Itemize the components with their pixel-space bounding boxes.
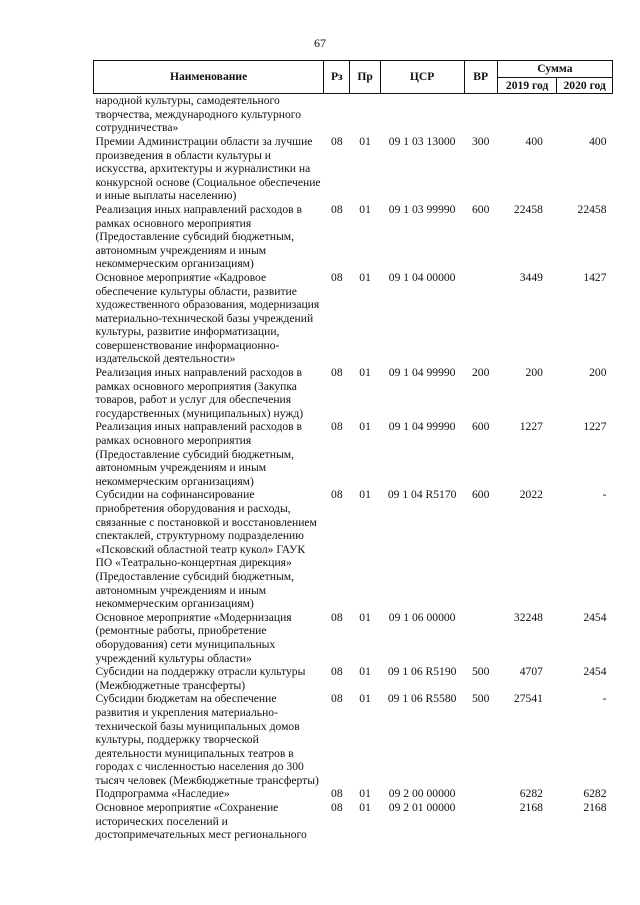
header-vr: ВР [464,61,497,94]
cell-csr: 09 1 06 00000 [388,610,456,624]
cell-sum-2020: 400 [589,134,607,148]
cell-pr [350,94,380,135]
cell-sum-2019: 2168 [519,801,543,815]
cell-sum-2019: 3449 [519,270,543,284]
cell-sum-2020: - [602,692,607,706]
cell-pr: 01 [359,420,371,434]
cell-name: Субсидии бюджетам на обеспечение развития и укрепления материально-технической базы муниципальных домов культуры, поддержку творческой деятельности муниципальных театров в городах с численностью населения до 300 тысяч человек (Межбюджетные трансферты) [95,692,319,787]
cell-sum-2019: 22458 [513,202,543,216]
table-row [94,366,613,420]
cell-pr: 01 [359,692,371,706]
cell-pr: 01 [359,610,371,624]
cell-rz [324,94,350,135]
table-row [94,94,613,135]
cell-vr: 600 [471,420,490,434]
table-row [94,135,613,203]
cell-rz: 08 [331,270,343,284]
table-row [94,203,613,271]
table-row [94,488,613,610]
cell-vr [464,801,497,842]
header-year-2020: 2020 год [557,77,613,94]
cell-sum-2020: 2454 [583,610,607,624]
cell-sum-2019: 6282 [519,787,543,801]
cell-csr: 09 1 03 99990 [388,202,456,216]
table-row [94,801,613,842]
cell-rz: 08 [331,787,343,801]
cell-vr [464,611,497,665]
cell-csr: 09 1 04 00000 [388,270,456,284]
cell-csr: 09 1 03 13000 [388,134,456,148]
cell-sum-2020: - [602,488,607,502]
cell-vr: 300 [471,134,490,148]
cell-rz: 08 [331,420,343,434]
cell-name: Реализация иных направлений расходов в рамках основного мероприятия (Закупка товаров, работ и услуг для обеспечения государственных (муниципальных) нужд) [95,366,304,420]
cell-pr: 01 [359,134,371,148]
cell-csr: 09 1 06 R5190 [387,665,457,679]
cell-sum-2020: 2168 [583,801,607,815]
cell-name: Основное мероприятие «Модернизация (ремонтные работы, приобретение оборудования) сети муниципальных учреждений культуры области» [95,610,292,665]
cell-csr: 09 2 01 00000 [388,801,456,815]
cell-name: Премии Администрации области за лучшие произведения в области культуры и искусства, архитектуры и журналистики на конкурсной основе (Социальное обеспечение и иные выплаты населению) [95,134,321,203]
cell-name: Основное мероприятие «Сохранение исторических поселений и достопримечательных мест регионального [95,801,307,842]
cell-pr: 01 [359,787,371,801]
cell-sum-2019: 200 [525,366,543,380]
cell-vr: 500 [471,665,490,679]
cell-sum-2020: 1227 [583,420,607,434]
cell-rz: 08 [331,202,343,216]
header-name: Наименование [94,61,324,94]
cell-sum-2020: 2454 [583,665,607,679]
cell-vr: 500 [471,692,490,706]
table-header [94,61,613,94]
cell-sum-2019 [497,94,557,135]
header-csr: ЦСР [380,61,464,94]
cell-name: Подпрограмма «Наследие» [95,787,230,801]
cell-sum-2020: 200 [589,366,607,380]
cell-rz: 08 [331,366,343,380]
cell-rz: 08 [331,801,343,815]
header-pr: Пр [350,61,380,94]
table-row [94,665,613,692]
header-sum: Сумма [497,61,612,78]
cell-sum-2019: 2022 [519,488,543,502]
cell-vr [464,787,497,801]
cell-vr: 600 [471,488,490,502]
cell-sum-2019: 4707 [519,665,543,679]
cell-name: Основное мероприятие «Кадровое обеспечение культуры области, развитие художественного образования, модернизация материально-технической базы учреждений культуры, развитие информатизации, совершенствование информационно-издательской деятельности» [95,270,320,366]
cell-csr: 09 1 04 99990 [388,420,456,434]
cell-rz: 08 [331,665,343,679]
table-row [94,692,613,787]
cell-sum-2020 [557,94,613,135]
header-rz: Рз [324,61,350,94]
cell-sum-2020: 22458 [577,202,607,216]
cell-csr [380,94,464,135]
cell-csr: 09 1 06 R5580 [387,692,457,706]
cell-vr: 200 [471,366,490,380]
cell-name: народной культуры, самодеятельного творчества, международного культурного сотрудничества» [95,94,302,135]
budget-table [93,60,613,842]
cell-vr [464,94,497,135]
table-row [94,420,613,488]
cell-sum-2019: 27541 [513,692,543,706]
cell-pr: 01 [359,366,371,380]
cell-name: Субсидии на поддержку отрасли культуры (Межбюджетные трансферты) [95,665,306,692]
header-year-2019: 2019 год [497,77,557,94]
cell-name: Субсидии на софинансирование приобретения оборудования и расходы, связанные с постановкой и восстановлением спектаклей, структурному подразделению «Псковский областной театр кукол» ГАУК ПО «Театрально-концертная дирекция» (Предоставление субсидий бюджетным, автономным учреждениям и иным некоммерческим организациям) [95,488,317,611]
cell-sum-2019: 1227 [519,420,543,434]
cell-name: Реализация иных направлений расходов в рамках основного мероприятия (Предоставление субсидий бюджетным, автономным учреждениям и иным некоммерческим организациям) [95,420,302,488]
cell-vr [464,271,497,366]
table-row [94,271,613,366]
cell-sum-2019: 400 [525,134,543,148]
cell-rz: 08 [331,134,343,148]
cell-vr: 600 [471,202,490,216]
table-row [94,787,613,801]
cell-rz: 08 [331,610,343,624]
cell-rz: 08 [331,488,343,502]
cell-sum-2020: 6282 [583,787,607,801]
cell-csr: 09 2 00 00000 [388,787,456,801]
cell-pr: 01 [359,801,371,815]
cell-pr: 01 [359,488,371,502]
cell-pr: 01 [359,665,371,679]
cell-name: Реализация иных направлений расходов в рамках основного мероприятия (Предоставление субсидий бюджетным, автономным учреждениям и иным некоммерческим организациям) [95,202,302,271]
cell-csr: 09 1 04 R5170 [387,488,457,502]
cell-sum-2020: 1427 [583,270,607,284]
cell-rz: 08 [331,692,343,706]
cell-sum-2019: 32248 [513,610,543,624]
table-body [94,94,613,842]
cell-pr: 01 [359,202,371,216]
table-row [94,611,613,665]
page-number: 67 [314,36,326,50]
cell-pr: 01 [359,270,371,284]
cell-csr: 09 1 04 99990 [388,366,456,380]
